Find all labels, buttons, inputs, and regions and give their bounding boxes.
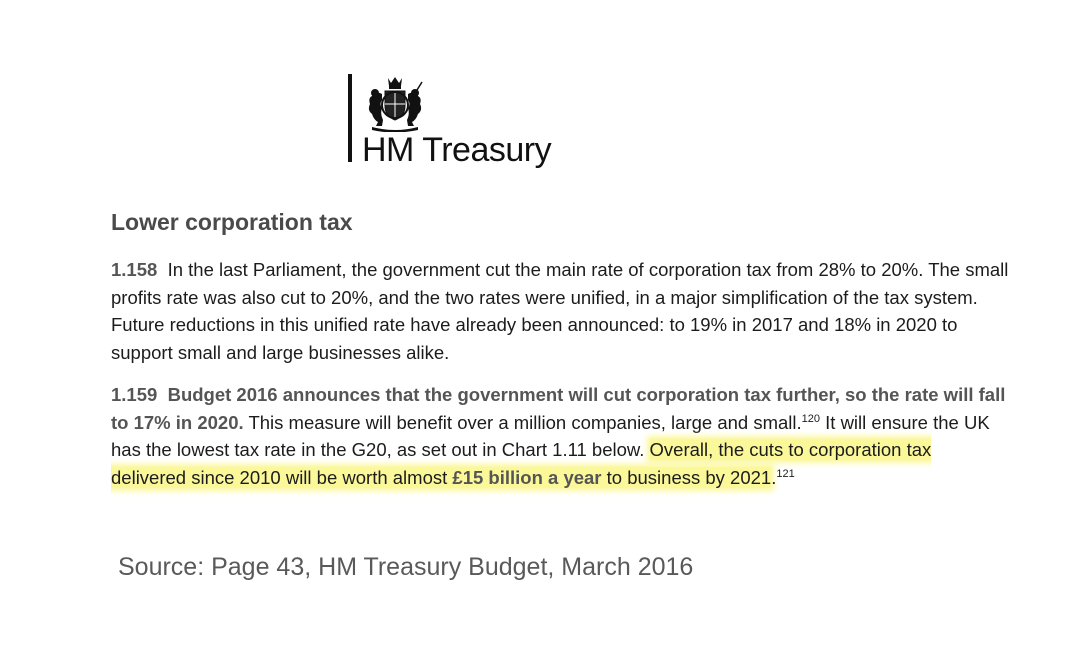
- logo-name: HM Treasury: [362, 131, 552, 169]
- highlight-tail: to business by 2021: [606, 466, 772, 488]
- sentence-end: .: [771, 466, 777, 488]
- logo-divider-bar: [348, 74, 352, 162]
- source-caption: Source: Page 43, HM Treasury Budget, March 2016: [118, 553, 694, 581]
- paragraph-number: 1.158: [111, 259, 158, 280]
- paragraph-lead-bold: Budget 2016 announces that the government will cut corporation tax further, so the rate will fall to 17% in 2020.: [111, 384, 1006, 433]
- section-heading: Lower corporation tax: [111, 209, 353, 235]
- highlight-bold-amount: £15 billion a year: [452, 466, 602, 488]
- paragraph-1-159: [111, 381, 1011, 491]
- hm-treasury-logo: [348, 74, 578, 169]
- paragraph-1-158: [111, 256, 1011, 366]
- highlight-text: Overall, the cuts to corporation tax delivered since 2010 will be worth almost: [111, 439, 932, 488]
- paragraph-number: 1.159: [111, 384, 158, 405]
- footnote-ref-121: 121: [776, 467, 795, 480]
- paragraph-text-a: This measure will benefit over a million companies, large and small.: [248, 411, 802, 433]
- royal-coat-of-arms-icon: [364, 74, 426, 132]
- paragraph-text: In the last Parliament, the government cut the main rate of corporation tax from 28% to 20%. The small profits rate was also cut to 20%, and the two rates were unified, in a major simplification of the tax system. Future reductions in this unified rate have already been announced: to 19% in 2017 and 18% in 2020 to support small and large businesses alike.: [111, 259, 1009, 363]
- footnote-ref-120: 120: [801, 412, 821, 425]
- paragraph-text-b: It will ensure the UK has the lowest tax rate in the G20, as set out in Chart 1.11 below.: [111, 411, 990, 460]
